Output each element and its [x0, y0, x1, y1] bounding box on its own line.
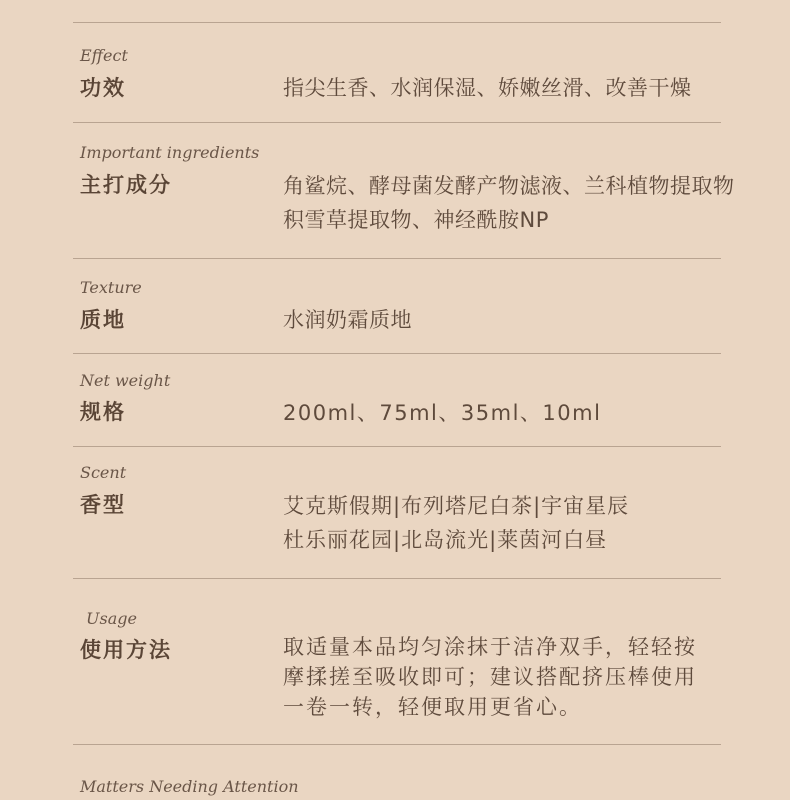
divider: [73, 578, 721, 579]
net-weight-label: 规格: [80, 400, 126, 424]
divider: [73, 122, 721, 123]
scent-value-line: 艾克斯假期|布列塔尼白茶|宇宙星辰: [283, 494, 630, 518]
texture-en-label: Texture: [80, 278, 142, 297]
texture-label: 质地: [80, 308, 126, 332]
texture-value-line: 水润奶霜质地: [283, 308, 412, 332]
effect-value: [283, 72, 692, 102]
usage-label: 使用方法: [80, 638, 172, 662]
usage-en-label: Usage: [86, 609, 137, 628]
effect-value-line: 指尖生香、水润保湿、娇嫩丝滑、改善干燥: [283, 76, 692, 100]
divider: [73, 744, 721, 745]
usage-value-line: 取适量本品均匀涂抹于洁净双手，轻轻按: [283, 635, 697, 659]
net-weight-en-label: Net weight: [80, 371, 171, 390]
scent-value-line: 杜乐丽花园|北岛流光|莱茵河白昼: [283, 528, 608, 552]
scent-label: 香型: [80, 493, 126, 517]
ingredients-value: [283, 169, 735, 237]
usage-value: [283, 632, 697, 722]
scent-value: [283, 489, 629, 557]
net-weight-value-line: 200ml、75ml、35ml、10ml: [283, 401, 602, 425]
divider: [73, 353, 721, 354]
usage-value-line: 摩揉搓至吸收即可；建议搭配挤压棒使用: [283, 665, 697, 689]
ingredients-value-line: 角鲨烷、酵母菌发酵产物滤液、兰科植物提取物: [283, 174, 735, 198]
ingredients-label: 主打成分: [80, 173, 172, 197]
divider: [73, 22, 721, 23]
effect-en-label: Effect: [80, 46, 128, 65]
effect-label: 功效: [80, 76, 126, 100]
divider: [73, 446, 721, 447]
texture-value: [283, 304, 412, 334]
net-weight-value: [283, 397, 601, 427]
ingredients-en-label: Important ingredients: [80, 143, 260, 162]
attention-en-label: Matters Needing Attention: [80, 777, 299, 796]
scent-en-label: Scent: [80, 463, 127, 482]
ingredients-value-line: 积雪草提取物、神经酰胺NP: [283, 208, 549, 232]
divider: [73, 258, 721, 259]
usage-value-line: 一卷一转，轻便取用更省心。: [283, 695, 582, 719]
